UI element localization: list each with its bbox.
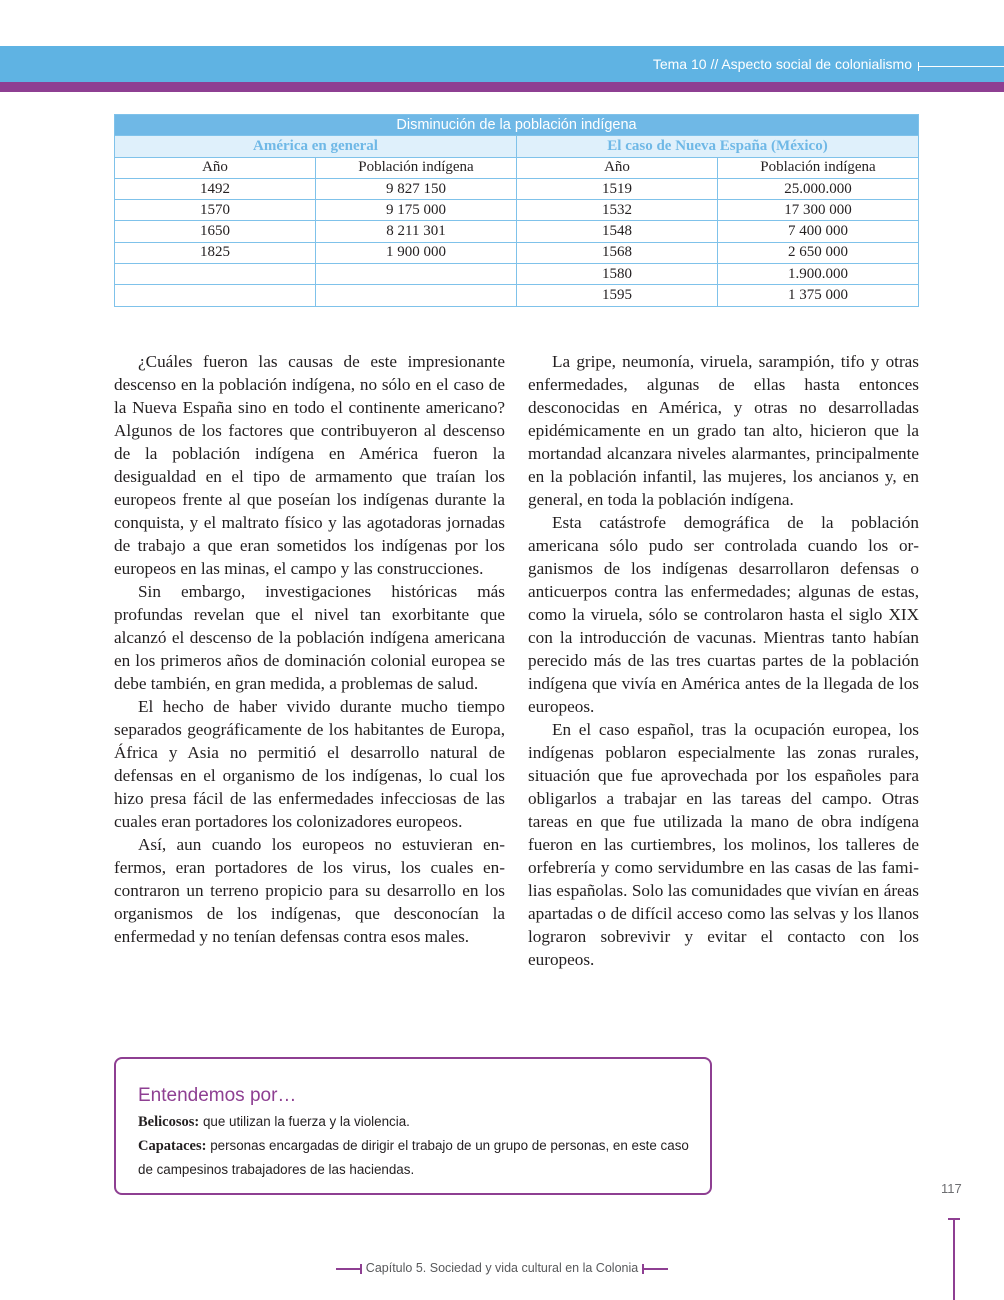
glossary-entry (138, 1134, 690, 1181)
population-table (114, 114, 919, 307)
body-paragraph: El hecho de haber vivido durante mucho tiempo separados geográficamente de los habitantes de Europa, África y Asia no permitió el desarrollo natural de defensas en el organismo de los indígenas, lo cual los hizo presa fácil de las enfermedades infecciosas de las cuales eran portadores los colonizadores europeos. (114, 697, 505, 831)
table-cell-year: 1519 (517, 178, 718, 199)
header-rule (918, 66, 1004, 67)
footer-rule-cap (360, 1264, 362, 1274)
body-paragraph: La gripe, neumonía, viruela, sarampión, tifo y otras enfermedades, algunas de ellas hasta entonces desconocidas en América, y otras no desarrolladas epidémicamente en un grado tan alto, hicieron que la mortandad alcanzara niveles alarmantes, principalmente en la población infantil, las mujeres, los ancianos y, en general, en toda la población indígena. (528, 352, 919, 509)
body-paragraph: Sin embargo, investigaciones históricas más profundas revelan que el nivel tan exorbitante que alcanzó el descenso de la población indígena americana en los primeros años de dominación colonial europea se debe también, en gran medida, a problemas de salud. (114, 582, 505, 693)
table-row (115, 264, 919, 285)
table-cell-population: 7 400 000 (718, 221, 919, 242)
table-cell-year (115, 264, 316, 285)
page-number: 117 (941, 1181, 962, 1196)
column-header-year: Año (115, 157, 316, 178)
footer-rule-left (336, 1268, 360, 1270)
table-cell-population: 1 900 000 (316, 242, 517, 263)
table-cell-population (316, 285, 517, 306)
table-cell-population: 17 300 000 (718, 200, 919, 221)
table-group-nueva-espana: El caso de Nueva España (México) (517, 136, 919, 157)
table-cell-year: 1580 (517, 264, 718, 285)
table-cell-population: 2 650 000 (718, 242, 919, 263)
header-accent-band (0, 82, 1004, 92)
table-row (115, 200, 919, 221)
table-row (115, 242, 919, 263)
table-cell-population: 25.000.000 (718, 178, 919, 199)
body-paragraph: En el caso español, tras la ocupación europea, los indígenas poblaron especialmente las zonas rurales, situación que fue aprovechada por los españoles para obligarlos a trabajar en las tareas del campo. Otras tareas en que fue utilizada la mano de obra indígena fueron en las curtiembres, los molinos, los talleres de orfebrería y como servidumbre en las casas de las familias españolas. Solo las comunidades que vivían en áreas apartadas o de difícil acceso como las selvas y los llanos lograron sobrevivir y evitar el contacto con los europeos. (528, 720, 919, 969)
table-cell-year: 1570 (115, 200, 316, 221)
table-cell-year: 1595 (517, 285, 718, 306)
footer-chapter: Capítulo 5. (365, 1261, 427, 1275)
table-cell-year (115, 285, 316, 306)
table-cell-year: 1492 (115, 178, 316, 199)
glossary-definition: personas encargadas de dirigir el trabajo de un grupo de personas, en este caso de campesinos trabajadores de las haciendas. (138, 1138, 689, 1177)
table-title: Disminución de la población indígena (115, 115, 919, 136)
side-rule (953, 1218, 955, 1300)
body-paragraph: ¿Cuáles fueron las causas de este impresionante descenso en la población indígena, no sólo en el caso de la Nueva España sino en todo el continente americano? Algunos de los factores que contribuyeron al descenso de la población indígena en América fueron la desigualdad en el tipo de armamento que traían los europeos frente al que poseían los indígenas durante la conquista, y el maltrato físico y las agotadoras jornadas de trabajo a que eran sometidos los indígenas por los europeos en las minas, el campo y las construcciones. (114, 352, 505, 578)
table-cell-population: 1.900.000 (718, 264, 919, 285)
body-column-right (528, 350, 919, 971)
table-cell-population: 9 175 000 (316, 200, 517, 221)
footer-chapter-title: Sociedad y vida cultural en la Colonia (426, 1261, 639, 1275)
body-paragraph: Así, aun cuando los europeos no estuvieran enfermos, eran portadores de los virus, los cuales encontraron un terreno propicio para su desarrollo en los organismos de los indígenas, que desconocían la enfermedad y no tenían defensas contra esos males. (114, 835, 505, 946)
running-header-title: Tema 10 // Aspecto social de colonialismo (652, 56, 912, 72)
table-cell-population (316, 264, 517, 285)
table-cell-year: 1548 (517, 221, 718, 242)
body-column-left (114, 350, 505, 948)
table-row (115, 221, 919, 242)
table-cell-year: 1532 (517, 200, 718, 221)
footer-rule-right (644, 1268, 668, 1270)
glossary-term: Capataces: (138, 1138, 207, 1154)
footer (0, 1261, 1004, 1275)
body-paragraph: Esta catástrofe demográfica de la población americana sólo pudo ser controlada cuando los organismos de los indígenas desarrollaron defensas o anticuerpos contra las enfermedades; algunas de estas, como la viruela, sólo se controlaron hasta el siglo XIX con la introducción de vacunas. Mientras tanto habían perecido más de las tres cuartas partes de la población indígena que vivía en América antes de la llegada de los europeos. (528, 513, 919, 716)
column-header-population: Población indígena (316, 157, 517, 178)
glossary-title: Entendemos por… (138, 1085, 297, 1106)
table-group-america: América en general (115, 136, 517, 157)
column-header-year: Año (517, 157, 718, 178)
table-row (115, 285, 919, 306)
table-cell-population: 1 375 000 (718, 285, 919, 306)
table-cell-year: 1825 (115, 242, 316, 263)
glossary-term: Belicosos: (138, 1114, 200, 1130)
table-cell-population: 9 827 150 (316, 178, 517, 199)
glossary-box (114, 1057, 712, 1195)
table-row (115, 178, 919, 199)
table-cell-year: 1650 (115, 221, 316, 242)
glossary-entry (138, 1110, 690, 1134)
column-header-population: Población indígena (718, 157, 919, 178)
table-cell-year: 1568 (517, 242, 718, 263)
table-cell-population: 8 211 301 (316, 221, 517, 242)
glossary-definition: que utilizan la fuerza y la violencia. (199, 1114, 410, 1129)
